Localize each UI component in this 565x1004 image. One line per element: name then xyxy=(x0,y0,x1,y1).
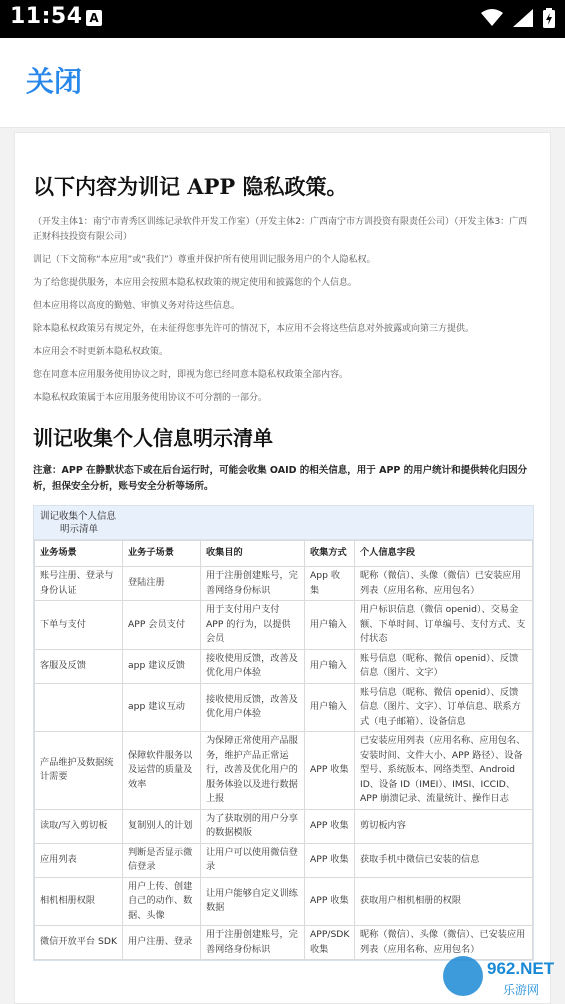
table-cell: 让用户可以使用微信登录 xyxy=(201,843,305,877)
table-cell: 账号信息（昵称、微信 openid）、反馈信息（图片、文字） xyxy=(355,649,533,683)
table-row xyxy=(35,877,533,926)
doc-paragraph: 除本隐私权政策另有规定外，在未征得您事先许可的情况下，本应用不会将这些信息对外披露或向第三方提供。 xyxy=(33,324,475,334)
header-cell: 收集方式 xyxy=(305,541,355,567)
table-row xyxy=(35,843,533,877)
table-cell: 获取手机中微信已安装的信息 xyxy=(355,843,533,877)
header-cell: 业务场景 xyxy=(35,541,123,567)
table-body xyxy=(35,567,533,960)
status-icons xyxy=(481,8,555,28)
table-cell: 接收使用反馈，改善及优化用户体验 xyxy=(201,649,305,683)
table-cell: 客服及反馈 xyxy=(35,649,123,683)
table-cell: 用于注册创建账号，完善网络身份标识 xyxy=(201,567,305,601)
doc-paragraph: 训记（下文简称“本应用”或“我们”）尊重并保护所有使用训记服务用户的个人隐私权。 xyxy=(33,255,376,265)
wifi-icon xyxy=(481,9,503,27)
app-header xyxy=(0,38,565,128)
table-cell: 接收使用反馈，改善及优化用户体验 xyxy=(201,683,305,732)
table-caption xyxy=(34,506,533,540)
table-cell: 判断是否显示微信登录 xyxy=(123,843,201,877)
data-table xyxy=(34,540,533,960)
table-cell xyxy=(35,683,123,732)
table-cell: 用户上传、创建自己的动作、数据、头像 xyxy=(123,877,201,926)
table-cell: APP 收集 xyxy=(305,732,355,810)
table-cell: 获取用户相机相册的权限 xyxy=(355,877,533,926)
header-cell: 收集目的 xyxy=(201,541,305,567)
table-cell: 用于支付用户支付 APP 的行为，以提供会员 xyxy=(201,601,305,650)
table-cell: 用户标识信息（微信 openid）、交易金额、下单时间、订单编号、支付方式、支付状态 xyxy=(355,601,533,650)
table-caption-line1: 训记收集个人信息 xyxy=(40,511,117,522)
table-cell: APP 收集 xyxy=(305,843,355,877)
close-button[interactable]: 关闭 xyxy=(26,65,83,98)
table-cell: APP 收集 xyxy=(305,809,355,843)
header-cell: 业务子场景 xyxy=(123,541,201,567)
table-cell: 微信开放平台 SDK xyxy=(35,926,123,960)
collection-note: 注意：APP 在静默状态下或在后台运行时，可能会收集 OAID 的相关信息，用于 APP 的用户统计和提供转化归因分析，担保安全分析，账号安全分析等场所。 xyxy=(33,465,528,492)
table-cell: 昵称（微信）、头像（微信）、已安装应用列表（应用名称、应用包名） xyxy=(355,926,533,960)
table-row xyxy=(35,683,533,732)
table-cell: 复制别人的计划 xyxy=(123,809,201,843)
table-cell: 应用列表 xyxy=(35,843,123,877)
doc-paragraph: 为了给您提供服务，本应用会按照本隐私权政策的规定使用和披露您的个人信息。 xyxy=(33,278,358,288)
table-cell: APP 会员支付 xyxy=(123,601,201,650)
table-cell: 让用户能够自定义训练数据 xyxy=(201,877,305,926)
table-cell: 账号信息（昵称、微信 openid）、反馈信息（图片、文字）、订单信息、联系方式（电子邮箱）、设备信息 xyxy=(355,683,533,732)
status-bar xyxy=(0,0,565,38)
table-cell: 用于注册创建账号，完善网络身份标识 xyxy=(201,926,305,960)
notification-app-icon: A xyxy=(86,10,102,26)
table-row xyxy=(35,809,533,843)
header-cell: 个人信息字段 xyxy=(355,541,533,567)
table-cell: App 收集 xyxy=(305,567,355,601)
table-cell: APP/SDK 收集 xyxy=(305,926,355,960)
doc-paragraph: 本应用会不时更新本隐私权政策。 xyxy=(33,347,169,357)
watermark-subtext: 乐游网 xyxy=(503,983,540,997)
table-cell: 用户输入 xyxy=(305,601,355,650)
watermark-text: 962.NET xyxy=(487,959,555,978)
doc-paragraph: 本隐私权政策属于本应用服务使用协议不可分割的一部分。 xyxy=(33,393,268,403)
privacy-document[interactable] xyxy=(14,132,551,1004)
table-cell: app 建议反馈 xyxy=(123,649,201,683)
table-row xyxy=(35,649,533,683)
doc-paragraph: （开发主体1：南宁市青秀区训练记录软件开发工作室）（开发主体2：广西南宁市方训投资有限责任公司）（开发主体3：广西正财科技投资有限公司） xyxy=(33,217,528,242)
table-cell: 读取/写入剪切板 xyxy=(35,809,123,843)
table-cell: 用户输入 xyxy=(305,683,355,732)
table-caption-line2: 明示清单 xyxy=(60,524,99,535)
table-cell: 保障软件服务以及运营的质量及效率 xyxy=(123,732,201,810)
table-cell: 为保障正常使用产品服务，维护产品正常运行，改善及优化用户的服务体验以及进行数据上报 xyxy=(201,732,305,810)
table-cell: 相机相册权限 xyxy=(35,877,123,926)
table-cell: 下单与支付 xyxy=(35,601,123,650)
table-cell: app 建议互动 xyxy=(123,683,201,732)
table-cell: 产品维护及数据统计需要 xyxy=(35,732,123,810)
watermark-logo xyxy=(441,950,561,1002)
table-cell: 已安装应用列表（应用名称、应用包名、安装时间、文件大小、APP 路径）、设备型号、系统版本、网络类型、Android ID、设备 ID（IMEI）、IMSI、ICCID、APP 崩溃记录、流量统计、操作日志 xyxy=(355,732,533,810)
table-cell: APP 收集 xyxy=(305,877,355,926)
table-cell: 用户注册、登录 xyxy=(123,926,201,960)
table-cell: 剪切板内容 xyxy=(355,809,533,843)
status-time: 11:54 xyxy=(10,4,83,29)
signal-icon xyxy=(513,9,533,27)
table-cell: 账号注册、登录与身份认证 xyxy=(35,567,123,601)
doc-paragraph: 但本应用将以高度的勤勉、审慎义务对待这些信息。 xyxy=(33,301,241,311)
table-cell: 用户输入 xyxy=(305,649,355,683)
table-cell: 登陆注册 xyxy=(123,567,201,601)
table-cell: 昵称（微信）、头像（微信）已安装应用列表（应用名称、应用包名） xyxy=(355,567,533,601)
doc-paragraph: 您在同意本应用服务使用协议之时，即视为您已经同意本隐私权政策全部内容。 xyxy=(33,370,349,380)
battery-icon xyxy=(543,8,555,28)
info-collection-table xyxy=(33,505,534,961)
table-header-row xyxy=(35,541,533,567)
table-row xyxy=(35,601,533,650)
table-cell: 为了获取别的用户分享的数据模版 xyxy=(201,809,305,843)
section-title: 训记收集个人信息明示清单 xyxy=(33,426,273,450)
table-row xyxy=(35,567,533,601)
table-row xyxy=(35,732,533,810)
doc-title: 以下内容为训记 APP 隐私政策。 xyxy=(33,174,348,199)
